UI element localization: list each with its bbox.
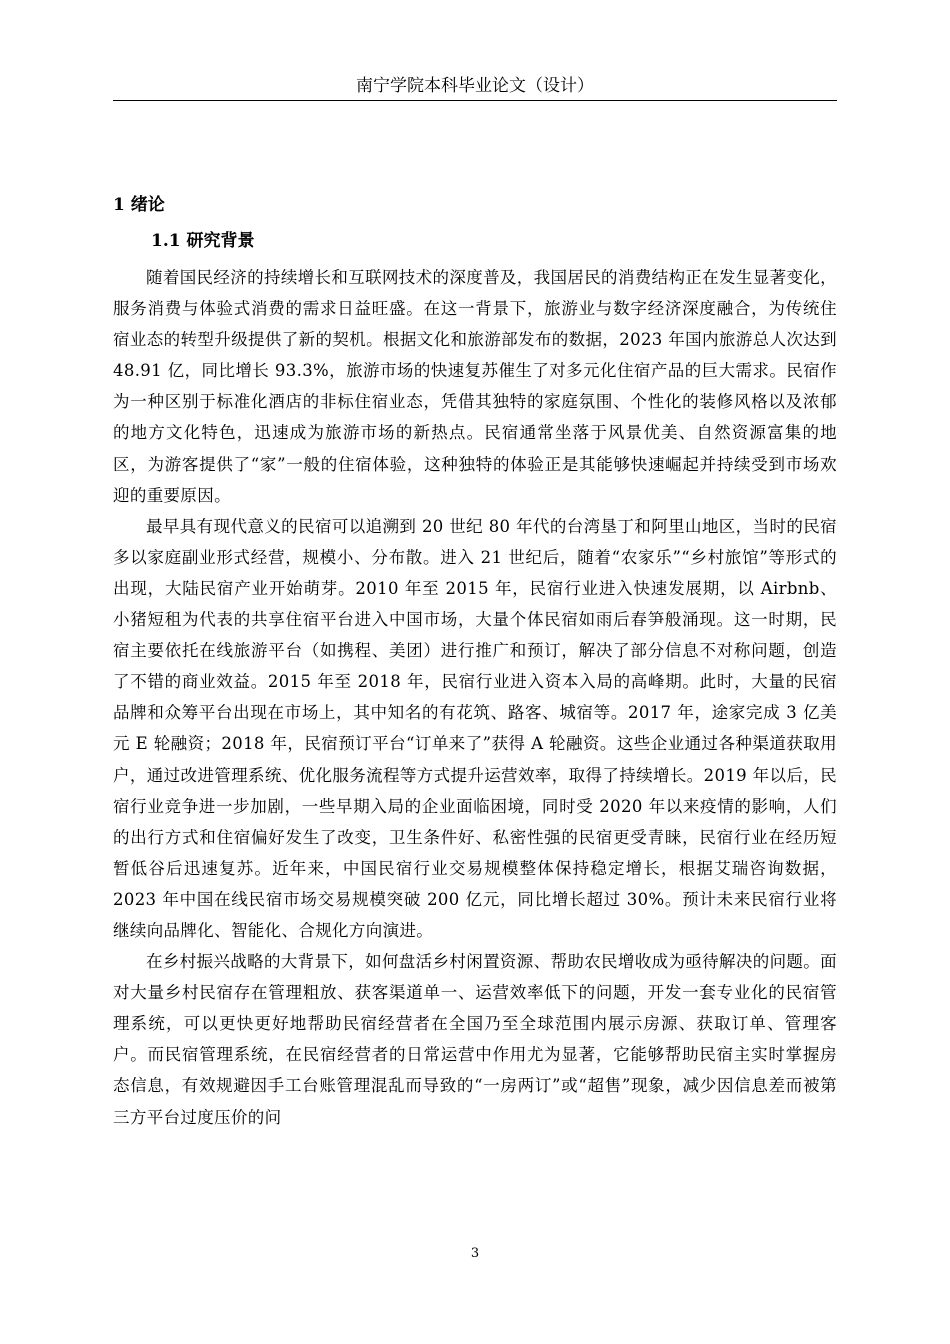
page-number: 3 <box>470 1246 480 1261</box>
paragraph: 随着国民经济的持续增长和互联网技术的深度普及，我国居民的消费结构正在发生显著变化，服务消费与体验式消费的需求日益旺盛。在这一背景下，旅游业与数字经济深度融合，为传统住宿业态的转型升级提供了新的契机。根据文化和旅游部发布的数据，2023 年国内旅游总人次达到 48.91 亿，同比增长 93.3%，旅游市场的快速复苏催生了对多元化住宿产品的巨大需求。民宿作为一种区别于标准化酒店的非标住宿业态，凭借其独特的家庭氛围、个性化的装修风格以及浓郁的地方文化特色，迅速成为旅游市场的新热点。民宿通常坐落于风景优美、自然资源富集的地区，为游客提供了“家”一般的住宿体验，这种独特的体验正是其能够快速崛起并持续受到市场欢迎的重要原因。 <box>113 268 837 505</box>
section-heading: 1.1 研究背景 <box>151 231 255 251</box>
chapter-heading: 1 绪论 <box>113 195 165 215</box>
paragraph: 在乡村振兴战略的大背景下，如何盘活乡村闲置资源、帮助农民增收成为亟待解决的问题。面对大量乡村民宿存在管理粗放、获客渠道单一、运营效率低下的问题，开发一套专业化的民宿管理系统，可以更快更好地帮助民宿经营者在全国乃至全球范围内展示房源、获取订单、管理客户。而民宿管理系统，在民宿经营者的日常运营中作用尤为显著，它能够帮助民宿主实时掌握房态信息，有效规避因手工台账管理混乱而导致的“一房两订”或“超售”现象，减少因信息差而被第三方平台过度压价的问 <box>113 952 837 1127</box>
body-text <box>113 262 837 1133</box>
paragraph: 最早具有现代意义的民宿可以追溯到 20 世纪 80 年代的台湾垦丁和阿里山地区，当时的民宿多以家庭副业形式经营，规模小、分布散。进入 21 世纪后，随着“农家乐”“乡村旅馆”等形式的出现，大陆民宿产业开始萌芽。2010 年至 2015 年，民宿行业进入快速发展期，以 Airbnb、小猪短租为代表的共享住宿平台进入中国市场，大量个体民宿如雨后春笋般涌现。这一时期，民宿主要依托在线旅游平台（如携程、美团）进行推广和预订，解决了部分信息不对称问题，创造了不错的商业效益。2015 年至 2018 年，民宿行业进入资本入局的高峰期。此时，大量的民宿品牌和众筹平台出现在市场上，其中知名的有花筑、路客、城宿等。2017 年，途家完成 3 亿美元 E 轮融资；2018 年，民宿预订平台“订单来了”获得 A 轮融资。这些企业通过各种渠道获取用户，通过改进管理系统、优化服务流程等方式提升运营效率，取得了持续增长。2019 年以后，民宿行业竞争进一步加剧，一些早期入局的企业面临困境，同时受 2020 年以来疫情的影响，人们的出行方式和住宿偏好发生了改变，卫生条件好、私密性强的民宿更受青睐，民宿行业在经历短暂低谷后迅速复苏。近年来，中国民宿行业交易规模整体保持稳定增长，根据艾瑞咨询数据，2023 年中国在线民宿市场交易规模突破 200 亿元，同比增长超过 30%。预计未来民宿行业将继续向品牌化、智能化、合规化方向演进。 <box>113 516 837 940</box>
running-header: 南宁学院本科毕业论文（设计） <box>356 76 594 96</box>
header-divider <box>113 100 837 101</box>
